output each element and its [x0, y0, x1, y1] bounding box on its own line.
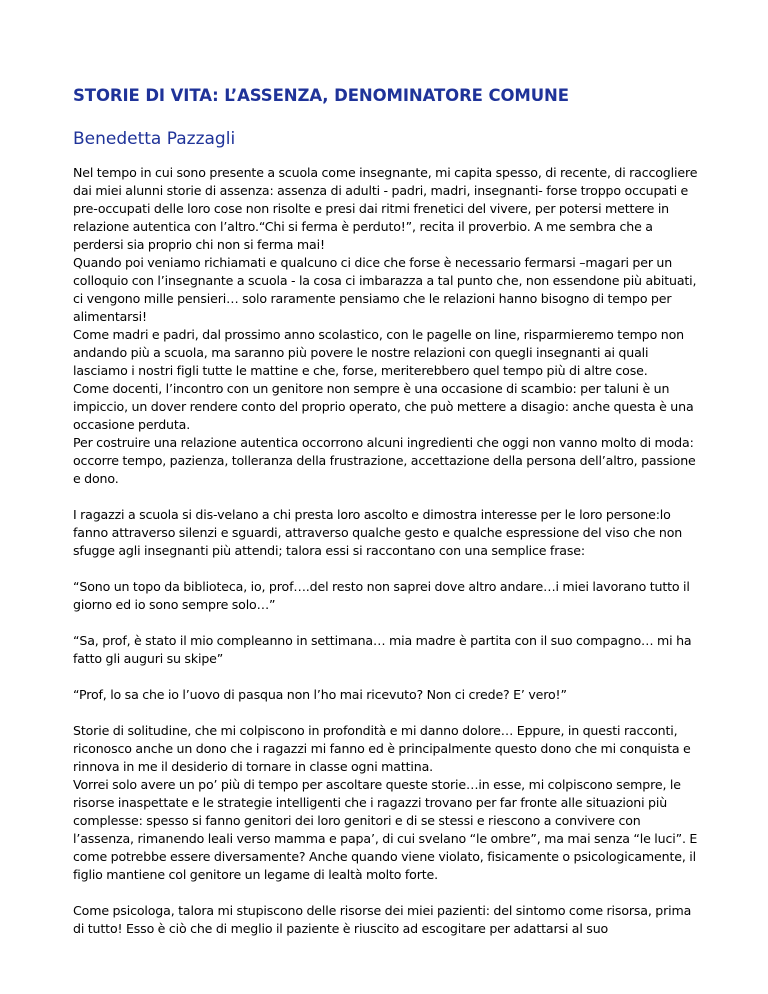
quote: “Prof, lo sa che io l’uovo di pasqua non l’ho mai ricevuto? Non ci crede? E’ vero!” — [73, 687, 567, 702]
quote: “Sa, prof, è stato il mio compleanno in settimana… mia madre è partita con il suo compagno… mi ha fatto gli auguri su skipe” — [73, 633, 692, 666]
paragraph: I ragazzi a scuola si dis-velano a chi presta loro ascolto e dimostra interesse per le loro persone:lo fanno attraverso silenzi e sguardi, attraverso qualche gesto e qualche espressione del viso che non sfugge agli insegnanti più attendi; talora essi si raccontano con una semplice frase: — [73, 507, 683, 558]
document-author: Benedetta Pazzagli — [73, 129, 236, 149]
quote: “Sono un topo da biblioteca, io, prof….del resto non saprei dove altro andare…i miei lavorano tutto il giorno ed io sono sempre solo…” — [73, 579, 690, 612]
paragraph: Nel tempo in cui sono presente a scuola come insegnante, mi capita spesso, di recente, di raccogliere dai miei alunni storie di assenza: assenza di adulti - padri, madri, insegnanti- forse troppo occupati e pre-occupati delle loro cose non risolte e presi dai ritmi frenetici del vivere, per potersi mettere in relazione autentica con l’altro.“Chi si ferma è perduto!”, recita il proverbio. A me sembra che a perdersi sia proprio chi non si ferma mai! — [73, 165, 698, 252]
paragraph: Come docenti, l’incontro con un genitore non sempre è una occasione di scambio: per taluni è un impiccio, un dover rendere conto del proprio operato, che può mettere a disagio: anche questa è una occasione perduta. — [73, 381, 694, 432]
paragraph: Per costruire una relazione autentica occorrono alcuni ingredienti che oggi non vanno molto di moda: occorre tempo, pazienza, tolleranza della frustrazione, accettazione della persona dell’altro, passione e dono. — [73, 435, 696, 486]
paragraph: Storie di solitudine, che mi colpiscono in profondità e mi danno dolore… Eppure, in questi racconti, riconosco anche un dono che i ragazzi mi fanno ed è principalmente questo dono che mi conquista e rinnova in me il desiderio di tornare in classe ogni mattina. — [73, 723, 691, 774]
paragraph: Come psicologa, talora mi stupiscono delle risorse dei miei pazienti: del sintomo come risorsa, prima di tutto! Esso è ciò che di meglio il paziente è riuscito ad escogitare per adattarsi al suo — [73, 903, 692, 936]
paragraph: Quando poi veniamo richiamati e qualcuno ci dice che forse è necessario fermarsi –magari per un colloquio con l’insegnante a scuola - la cosa ci imbarazza a tal punto che, non essendone più abituati, ci vengono mille pensieri… solo raramente pensiamo che le relazioni hanno bisogno di tempo per alimentarsi! — [73, 255, 697, 324]
document-body — [73, 164, 705, 938]
paragraph: Vorrei solo avere un po’ più di tempo per ascoltare queste storie…in esse, mi colpiscono sempre, le risorse inaspettate e le strategie intelligenti che i ragazzi trovano per far fronte alle situazioni più complesse: spesso si fanno genitori dei loro genitori e di se stessi e riescono a convivere con l’assenza, rimanendo leali verso mamma e papa’, di cui svelano “le ombre”, ma mai senza “le luci”. E come potrebbe essere diversamente? Anche quando viene violato, fisicamente o psicologicamente, il figlio mantiene col genitore un legame di lealtà molto forte. — [73, 777, 698, 882]
paragraph: Come madri e padri, dal prossimo anno scolastico, con le pagelle on line, risparmieremo tempo non andando più a scuola, ma saranno più povere le nostre relazioni con quegli insegnanti ai quali lasciamo i nostri figli tutte le mattine e che, forse, meriterebbero quel tempo più di altre cose. — [73, 327, 684, 378]
document-page — [73, 84, 705, 938]
document-title: STORIE DI VITA: L’ASSENZA, DENOMINATORE COMUNE — [73, 86, 569, 105]
